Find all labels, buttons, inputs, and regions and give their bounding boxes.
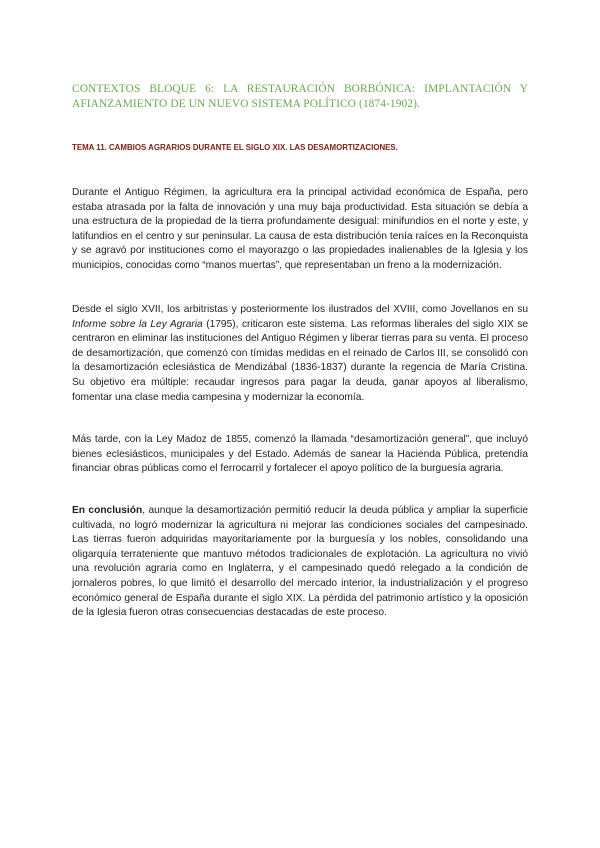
paragraph-reforms-text-start: Desde el siglo XVII, los arbitristas y posteriormente los ilustrados del XVIII, como Jovellanos en su bbox=[72, 304, 528, 315]
paragraph-reforms-text-end: (1795), criticaron este sistema. Las reformas liberales del siglo XIX se centraron en eliminar las instituciones del Antiguo Régimen y liberar tierras para su venta. El proceso de desamortización, que comenzó con tímidas medidas en el reinado de Carlos III, se consolidó con la desamortización eclesiástica de Mendizábal (1836-1837) durante la regencia de María Cristina. Su objetivo era múltiple: recaudar ingresos para pagar la deuda, ganar apoyos al liberalismo, fomentar una clase media campesina y modernizar la economía. bbox=[72, 318, 528, 403]
paragraph-reforms bbox=[72, 303, 528, 405]
paragraph-intro: Durante el Antiguo Régimen, la agricultura era la principal actividad económica de España, pero estaba atrasada por la falta de innovación y una muy baja productividad. Esta situación se debía a una estructura de la propiedad de la tierra profundamente desigual: minifundios en el norte y este, y latifundios en el centro y sur peninsular. La causa de esta distribución tenía raíces en la Reconquista y se agravó por instituciones como el mayorazgo o las propiedades inalienables de la Iglesia y los municipios, conocidas como “manos muertas”, que representaban un freno a la modernización. bbox=[72, 187, 528, 271]
conclusion-text: , aunque la desamortización permitió reducir la deuda pública y ampliar la superficie cultivada, no logró modernizar la agricultura ni mejorar las condiciones sociales del campesinado. Las tierras fueron adquiridas mayoritariamente por la burguesía y los nobles, consolidando una oligarquía terrateniente que mantuvo métodos tradicionales de explotación. La agricultura no vivió una revolución agraria como en Inglaterra, y el campesinado quedó relegado a la condición de jornaleros pobres, lo que limitó el desarrollo del mercado interior, la industrialización y el progreso económico general de España durante el siglo XIX. La pérdida del patrimonio artístico y la oposición de la Iglesia fueron otras consecuencias destacadas de este proceso. bbox=[72, 505, 528, 619]
paragraph-conclusion bbox=[72, 504, 528, 621]
book-title-italic: Informe sobre la Ley Agraria bbox=[72, 318, 203, 330]
context-title: CONTEXTOS BLOQUE 6: LA RESTAURACIÓN BORBÓNICA: IMPLANTACIÓN Y AFIANZAMIENTO DE UN NUEVO SISTEMA POLÍTICO (1874-1902). bbox=[72, 83, 528, 110]
paragraph-madoz: Más tarde, con la Ley Madoz de 1855, comenzó la llamada “desamortización general”, que incluyó bienes eclesiásticos, municipales y del Estado. Además de sanear la Hacienda Pública, pretendía financiar obras públicas como el ferrocarril y fortalecer el apoyo político de la burguesía agraria. bbox=[72, 434, 528, 475]
topic-title: TEMA 11. CAMBIOS AGRARIOS DURANTE EL SIGLO XIX. LAS DESAMORTIZACIONES. bbox=[72, 143, 398, 152]
conclusion-lead-bold: En conclusión bbox=[72, 505, 143, 516]
